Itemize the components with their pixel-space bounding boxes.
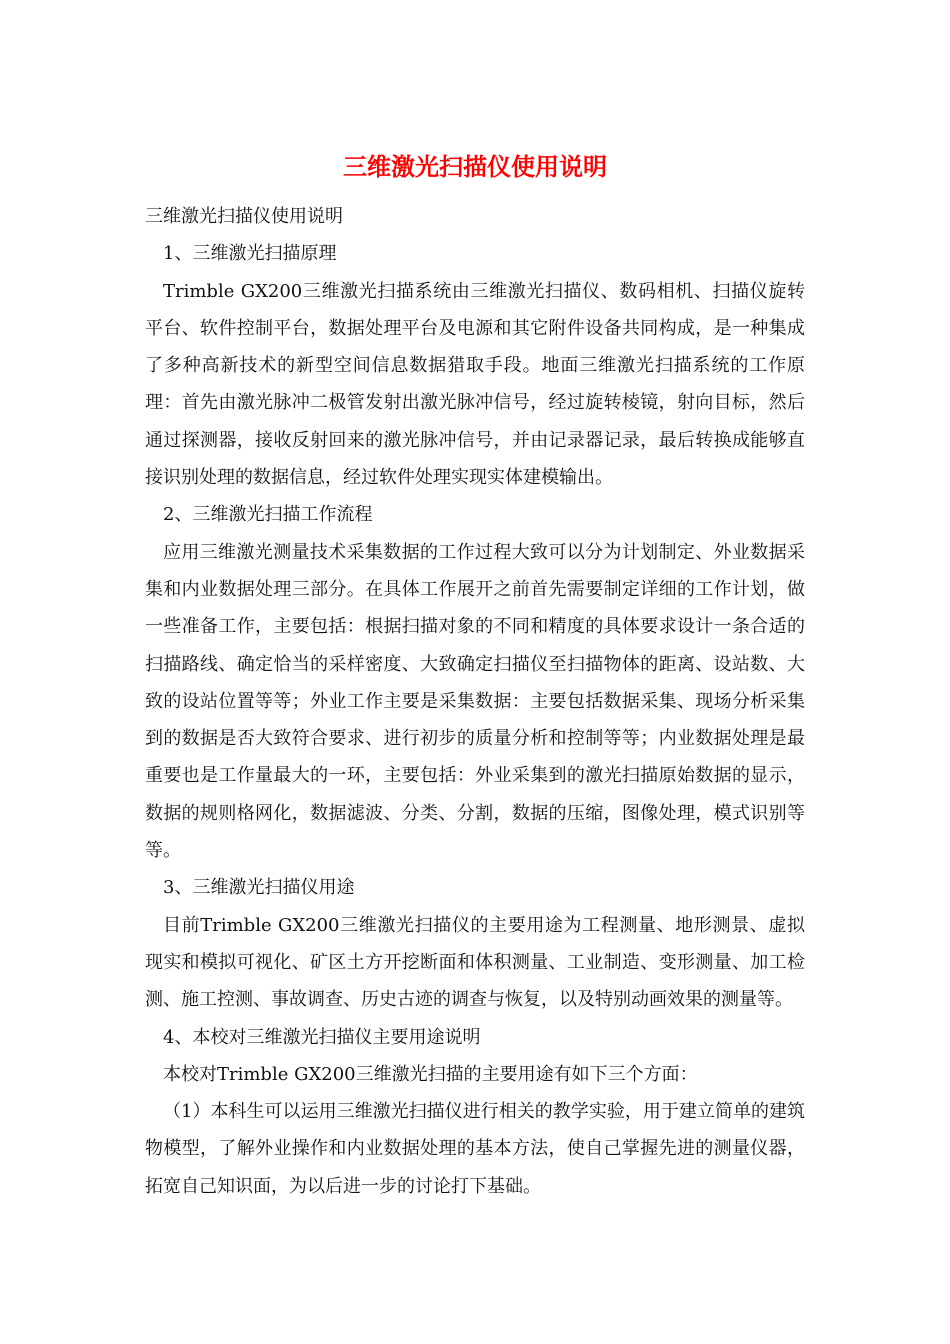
section-heading-1: 1、三维激光扫描原理 bbox=[163, 243, 337, 265]
section-4-item-1-paragraph: （1）本科生可以运用三维激光扫描仪进行相关的教学实验，用于建立简单的建筑物模型，了解外业操作和内业数据处理的基本方法，使自己掌握先进的测量仪器，拓宽自己知识面，为以后进一步的讨论打下基础。 bbox=[145, 1101, 805, 1197]
subtitle-paragraph: 三维激光扫描仪使用说明 bbox=[145, 206, 343, 227]
section-heading-3: 3、三维激光扫描仪用途 bbox=[163, 877, 355, 899]
section-heading-4: 4、本校对三维激光扫描仪主要用途说明 bbox=[163, 1026, 481, 1048]
section-3-paragraph: 目前Trimble GX200三维激光扫描仪的主要用途为工程测量、地形测景、虚拟现实和模拟可视化、矿区土方开挖断面和体积测量、工业制造、变形测量、加工检测、施工控测、事故调查、历史古迹的调查与恢复，以及特别动画效果的测量等。 bbox=[145, 914, 805, 1011]
section-1-paragraph: Trimble GX200三维激光扫描系统由三维激光扫描仪、数码相机、扫描仪旋转平台、软件控制平台，数据处理平台及电源和其它附件设备共同构成，是一种集成了多种高新技术的新型空间信息数据猎取手段。地面三维激光扫描系统的工作原理：首先由激光脉冲二极管发射出激光脉冲信号，经过旋转棱镜，射向目标，然后通过探测器，接收反射回来的激光脉冲信号，并由记录器记录，最后转换成能够直接识别处理的数据信息，经过软件处理实现实体建模输出。 bbox=[145, 280, 805, 489]
section-heading-2: 2、三维激光扫描工作流程 bbox=[163, 504, 373, 526]
section-2-paragraph: 应用三维激光测量技术采集数据的工作过程大致可以分为计划制定、外业数据采集和内业数据处理三部分。在具体工作展开之前首先需要制定详细的工作计划，做一些准备工作，主要包括：根据扫描对象的不同和精度的具体要求设计一条合适的扫描路线、确定恰当的采样密度、大致确定扫描仪至扫描物体的距离、设站数、大致的设站位置等等；外业工作主要是采集数据：主要包括数据采集、现场分析采集到的数据是否大致符合要求、进行初步的质量分析和控制等等；内业数据处理是最重要也是工作量最大的一环，主要包括：外业采集到的激光扫描原始数据的显示，数据的规则格网化，数据滤波、分类、分割，数据的压缩，图像处理，模式识别等等。 bbox=[145, 541, 805, 862]
section-4-intro-paragraph: 本校对Trimble GX200三维激光扫描的主要用途有如下三个方面： bbox=[163, 1063, 698, 1085]
document-title: 三维激光扫描仪使用说明 bbox=[343, 152, 607, 181]
document-body bbox=[145, 198, 805, 1205]
